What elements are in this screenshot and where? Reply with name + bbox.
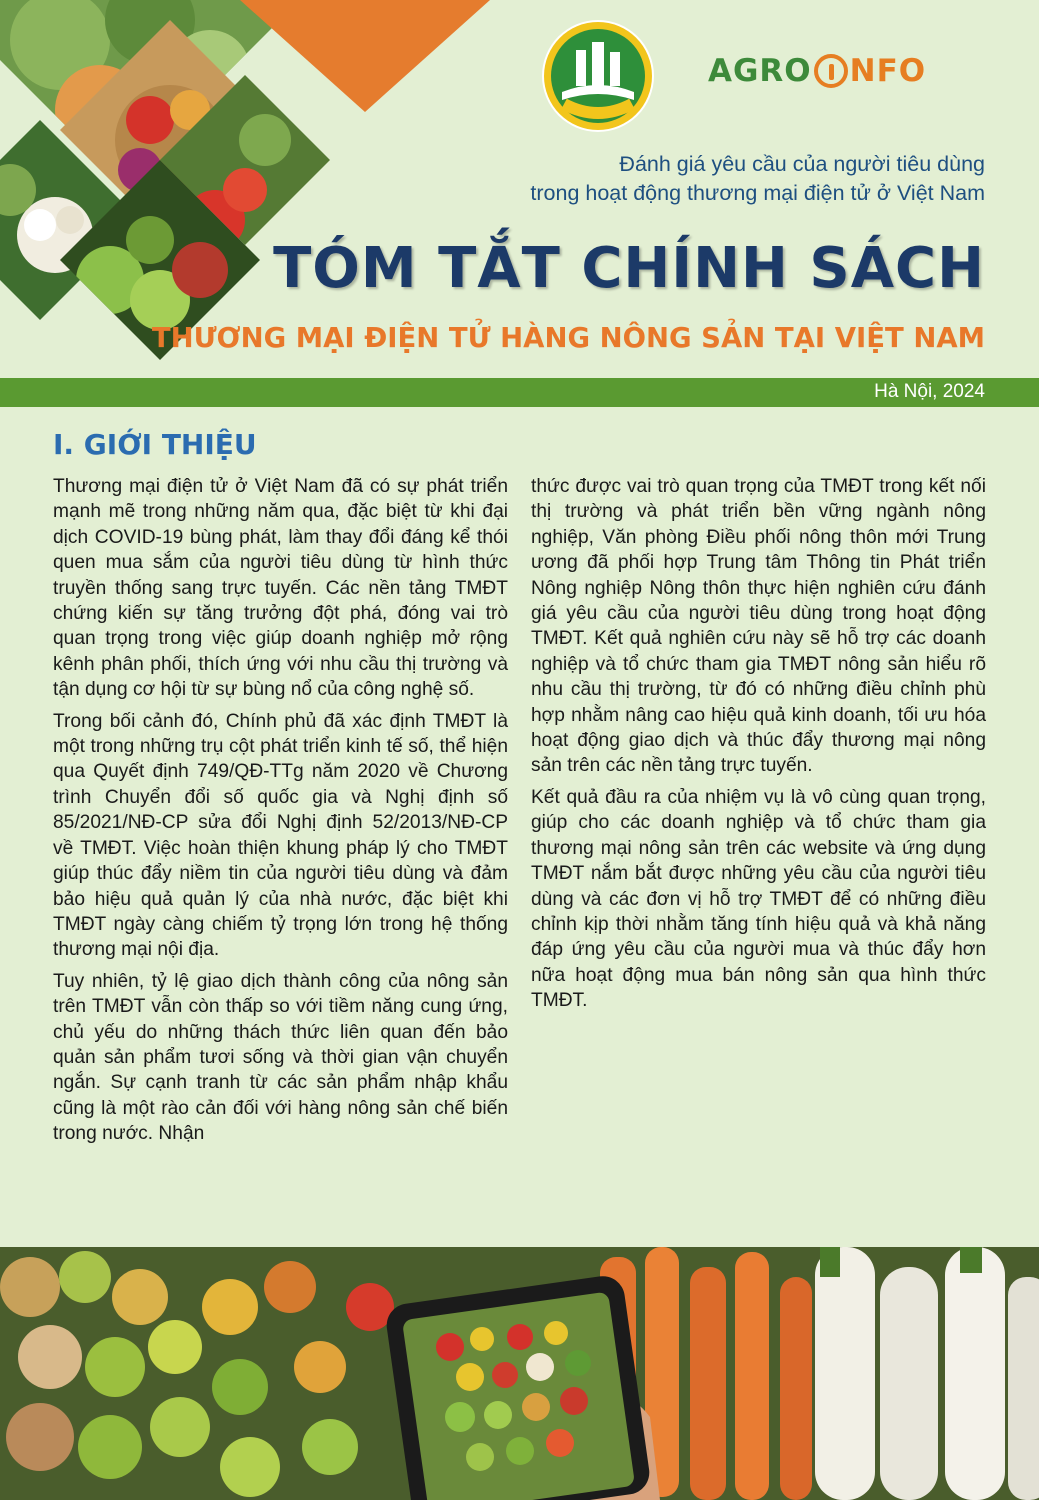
paragraph: Thương mại điện tử ở Việt Nam đã có sự phát triển mạnh mẽ trong những năm qua, đặc biệt từ khi đại dịch COVID-19 bùng phát, làm thay đổi đáng kể thói quen mua sắm của người tiêu dùng từ hình thức truyền thống sang trực tuyến. Các nền tảng TMĐT chứng kiến sự tăng trưởng đột phá, đóng vai trò quan trọng trong việc giúp doanh nghiệp mở rộng kênh phân phối, thích ứng với nhu cầu thị trường và tận dụng cơ hội từ sự bùng nổ của công nghệ số. xyxy=(53,476,508,701)
left-column xyxy=(53,474,508,1153)
agroinfo-i-icon xyxy=(814,54,848,88)
right-column xyxy=(531,474,986,1020)
date-location: Hà Nội, 2024 xyxy=(874,381,985,402)
market-produce-photo xyxy=(0,1247,1039,1500)
subtitle-line-2: trong hoạt động thương mại điện tử ở Việt Nam xyxy=(530,181,985,205)
paragraph: Trong bối cảnh đó, Chính phủ đã xác định TMĐT là một trong những trụ cột phát triển kinh tế số, thể hiện qua Quyết định 749/QĐ-TTg năm 2020 về Chương trình Chuyển đổi số quốc gia và Nghị định số 85/2021/NĐ-CP sửa đổi Nghị định 52/2013/NĐ-CP về TMĐT. Việc hoàn thiện khung pháp lý cho TMĐT giúp thúc đẩy niềm tin của người tiêu dùng và đảm bảo hiệu quả quản lý của nhà nước, đặc biệt khi TMĐT ngày càng chiếm tỷ trọng lớn trong hệ thống thương mại nội địa. xyxy=(53,710,508,961)
main-subtitle: THƯƠNG MẠI ĐIỆN TỬ HÀNG NÔNG SẢN TẠI VIỆT NAM xyxy=(151,322,985,354)
subtitle-line-1: Đánh giá yêu cầu của người tiêu dùng xyxy=(619,152,985,176)
paragraph: thức được vai trò quan trọng của TMĐT trong kết nối thị trường và phát triển bền vững ngành nông nghiệp, Văn phòng Điều phối nông thôn mới Trung ương đã phối hợp Trung tâm Thông tin Phát triển Nông nghiệp Nông thôn thực hiện nghiên cứu đánh giá yêu cầu của người tiêu dùng trong hoạt động TMĐT. Kết quả nghiên cứu này sẽ hỗ trợ các doanh nghiệp và tổ chức tham gia TMĐT nông sản hiểu rõ nhu cầu thị trường, từ đó có những điều chỉnh phù hợp nhằm nâng cao hiệu quả kinh doanh, tối ưu hóa hoạt động giao dịch và thúc đẩy thương mại nông sản trên các nền tảng trực tuyến. xyxy=(531,476,986,777)
market-produce-photo-image xyxy=(0,1247,1039,1500)
agroinfo-logo-right: NFO xyxy=(849,53,927,89)
document-subtitle xyxy=(530,150,985,208)
main-title: TÓM TẮT CHÍNH SÁCH xyxy=(273,236,985,301)
orange-triangle-decoration xyxy=(240,0,490,112)
date-band xyxy=(0,378,1039,407)
nong-thon-moi-logo xyxy=(540,18,656,134)
agroinfo-logo xyxy=(708,48,926,94)
nong-thon-moi-logo-image xyxy=(540,18,656,134)
agroinfo-logo-left: AGRO xyxy=(708,53,812,89)
section-title: I. GIỚI THIỆU xyxy=(53,428,257,461)
paragraph: Kết quả đầu ra của nhiệm vụ là vô cùng quan trọng, giúp cho các doanh nghiệp và tổ chức tham gia thương mại nông sản trên các website và ứng dụng TMĐT nắm bắt được những yêu cầu của người tiêu dùng và các đơn vị hỗ trợ TMĐT để có những điều chỉnh kịp thời nhằm tăng tính hiệu quả và khả năng đáp ứng yêu cầu của người mua và thúc đẩy hơn nữa hoạt động mua bán nông sản qua hình thức TMĐT. xyxy=(531,786,986,1012)
produce-collage xyxy=(0,0,500,370)
paragraph: Tuy nhiên, tỷ lệ giao dịch thành công của nông sản trên TMĐT vẫn còn thấp so với tiềm năng cung ứng, chủ yếu do những thách thức liên quan đến bảo quản sản phẩm tươi sống và thời gian vận chuyển ngắn. Sự cạnh tranh từ các sản phẩm nhập khẩu cũng là một rào cản đối với hàng nông sản chế biến trong nước. Nhận xyxy=(53,970,508,1145)
